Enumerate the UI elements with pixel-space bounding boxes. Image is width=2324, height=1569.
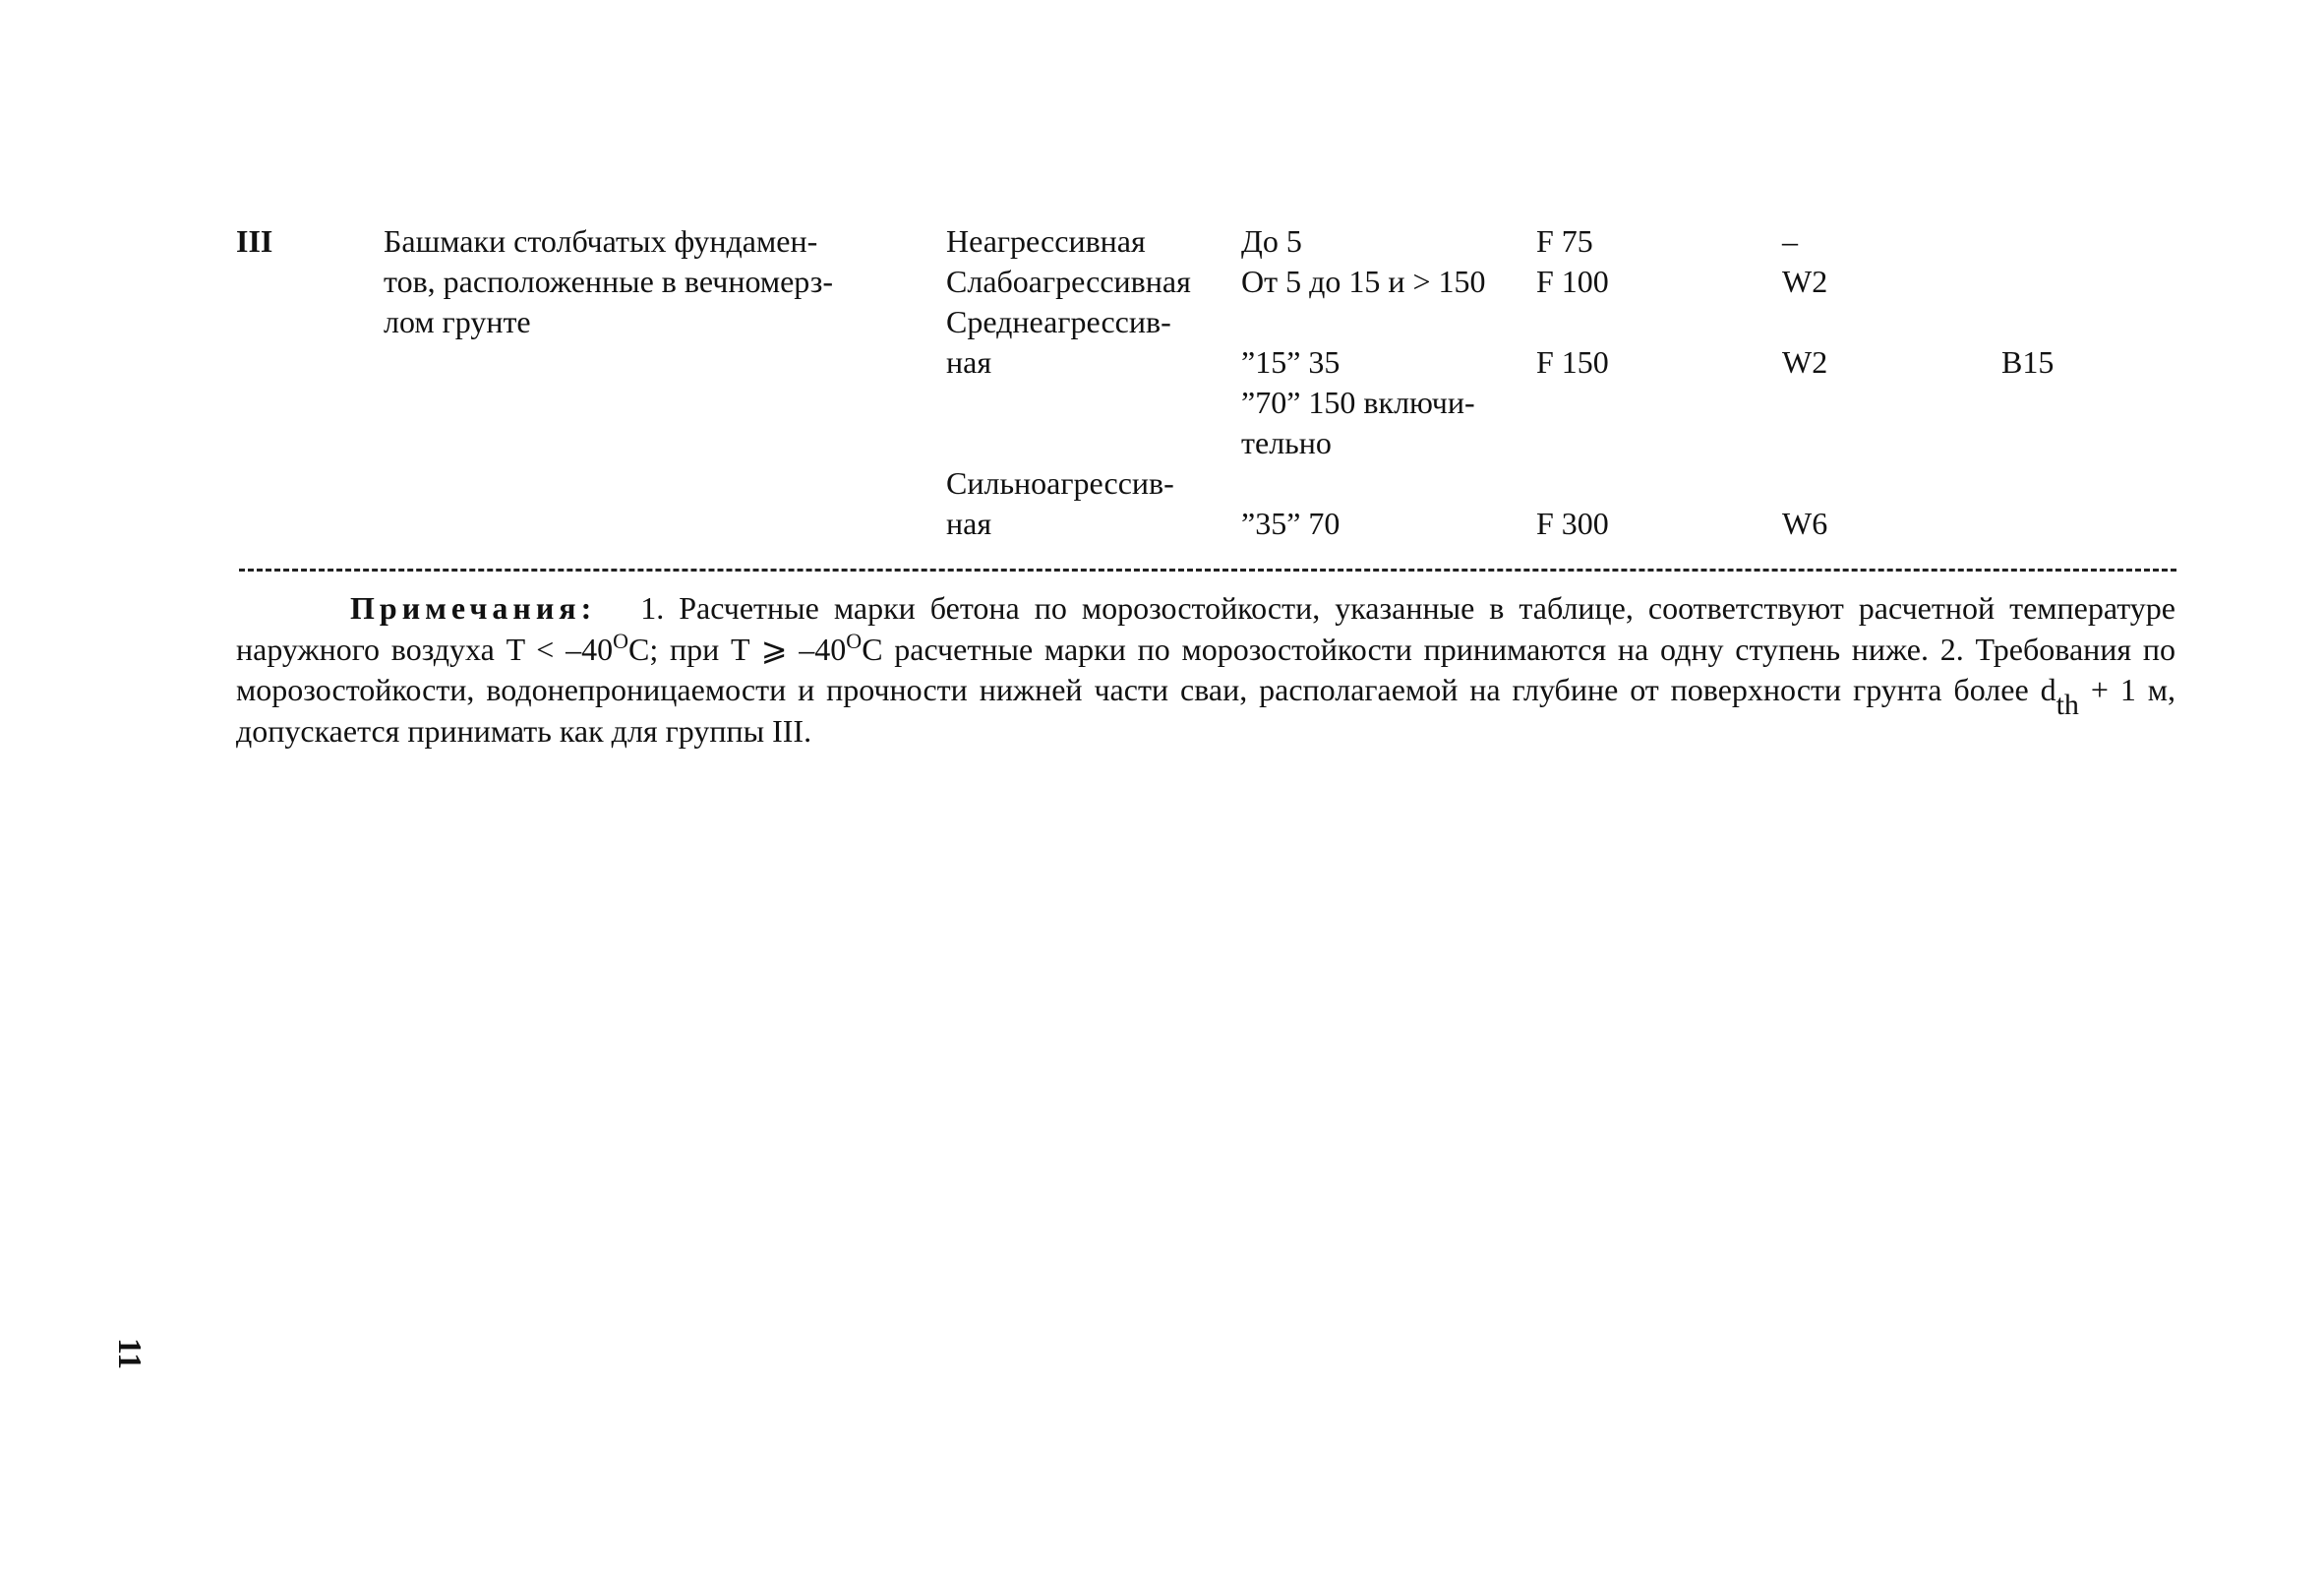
subscript-th: th — [2056, 689, 2079, 721]
notes-text: + 1 м, допускается принимать как для группы III. — [236, 672, 2176, 749]
water-grade-cell: W2 — [1782, 264, 1828, 299]
frost-grade-cell: F 150 — [1536, 344, 1609, 380]
notes-paragraph — [236, 588, 2175, 752]
salt-content-cell-line: тельно — [1241, 425, 1332, 460]
frost-grade-cell: F 300 — [1536, 506, 1609, 541]
notes-heading: Примечания: — [350, 590, 597, 626]
frost-grade-cell: F 100 — [1536, 264, 1609, 299]
salt-content-cell-line: ”70” 150 включи- — [1241, 385, 1475, 420]
environment-cell-line: Среднеагрессив- — [946, 304, 1171, 339]
element-line: Башмаки столбчатых фундамен- — [384, 223, 818, 259]
water-grade-cell: W2 — [1782, 344, 1828, 380]
notes-text: C; при T ⩾ –40 — [628, 631, 847, 667]
table-group-number: III — [236, 223, 273, 259]
water-grade-cell: – — [1782, 223, 1798, 259]
structural-element-description — [384, 221, 833, 342]
water-grade-cell: W6 — [1782, 506, 1828, 541]
degree-sign: O — [846, 628, 863, 653]
element-line: лом грунте — [384, 304, 531, 339]
table-end-divider — [239, 569, 2176, 572]
degree-sign: O — [613, 628, 628, 653]
environment-cell: Слабоагрессивная — [946, 264, 1191, 299]
strength-class-cell: B15 — [2001, 344, 2055, 380]
notes-text: 1. Расчетные марки бетона по морозостойкости, указанные в таблице, соответствуют расчетной температуре наружного воздуха T < –40 — [236, 590, 2176, 667]
salt-content-cell: ”35” 70 — [1241, 506, 1341, 541]
environment-cell-line: ная — [946, 506, 992, 541]
environment-cell-line: ная — [946, 344, 992, 380]
salt-content-cell: От 5 до 15 и > 150 — [1241, 264, 1486, 299]
element-line: тов, расположенные в вечномерз- — [384, 264, 833, 299]
environment-cell: Неагрессивная — [946, 223, 1146, 259]
salt-content-cell: До 5 — [1241, 223, 1302, 259]
frost-grade-cell: F 75 — [1536, 223, 1593, 259]
salt-content-cell-line: ”15” 35 — [1241, 344, 1341, 380]
environment-cell-line: Сильноагрессив- — [946, 465, 1174, 501]
page-number: 11 — [111, 1338, 148, 1370]
notes-text: C расчетные марки по морозостойкости принимаются на одну ступень ниже. 2. Требования по морозостойкости, водонепроницаемости и прочности нижней части сваи, располагаемой на глубине от поверхности грунта более d — [236, 631, 2176, 707]
